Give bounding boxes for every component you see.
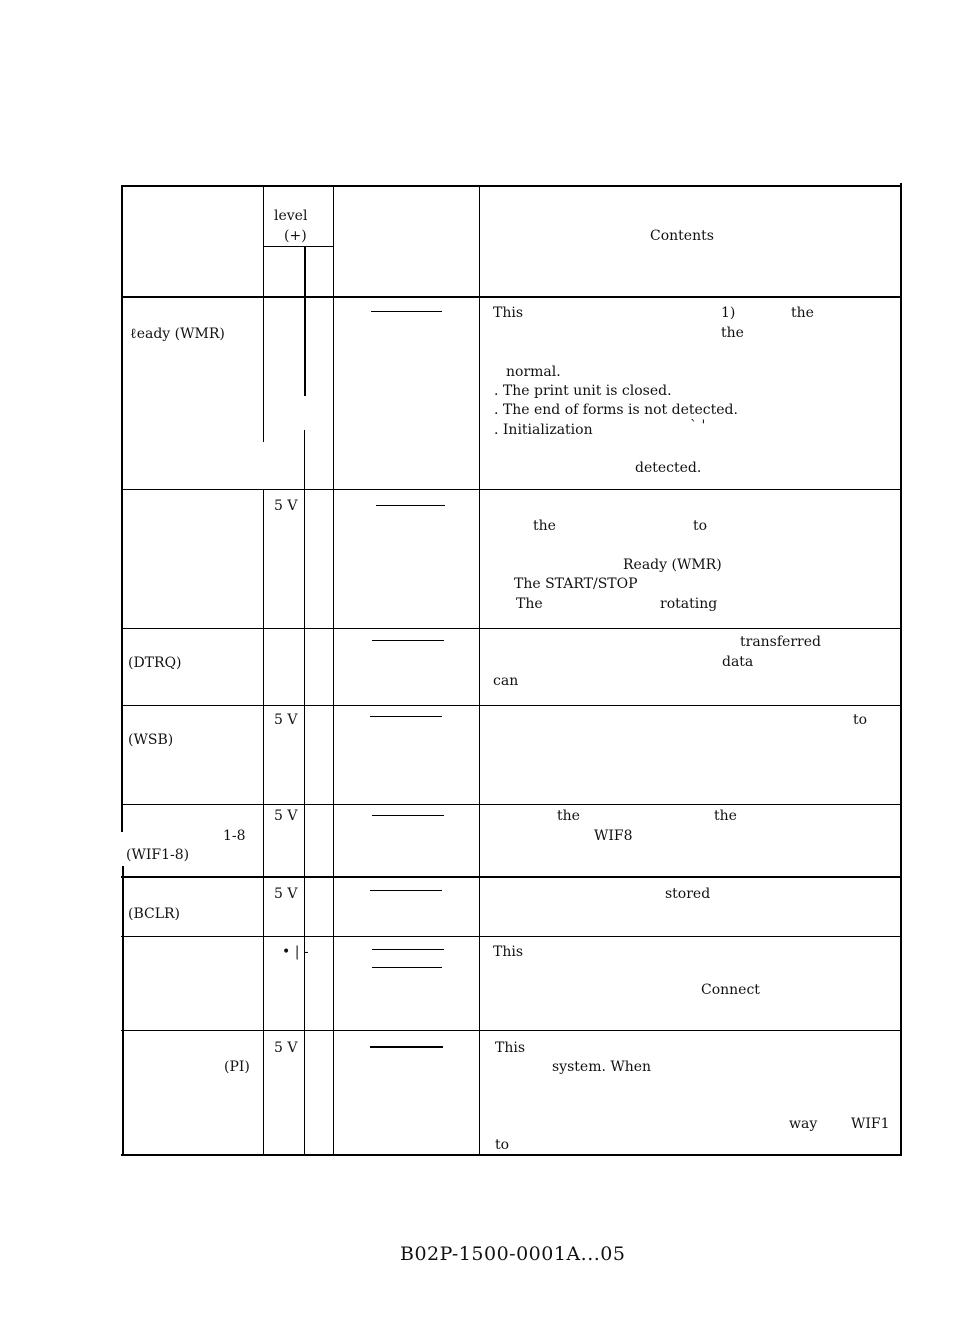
signal-level: 5 V <box>274 1040 298 1056</box>
row-divider <box>121 705 902 706</box>
table-left-border <box>122 866 124 1156</box>
contents-text: stored <box>665 886 711 902</box>
signal-name: (BCLR) <box>128 906 181 922</box>
row-divider <box>121 936 902 937</box>
contents-header: Contents <box>650 228 714 244</box>
contents-text: ` ' <box>690 418 706 434</box>
level-header: level <box>274 208 308 224</box>
signal-line-mark <box>370 890 442 891</box>
contents-text: the <box>721 325 744 341</box>
signal-level: 5 V <box>274 886 298 902</box>
row-divider <box>121 489 902 490</box>
signal-line-mark <box>370 716 442 717</box>
column-divider <box>263 185 264 442</box>
document-number: B02P-1500-0001A...05 <box>400 1243 626 1265</box>
contents-text: to <box>693 518 708 534</box>
signal-name: 1-8 <box>223 828 246 844</box>
contents-text: The START/STOP <box>514 576 638 592</box>
column-divider <box>263 489 264 1156</box>
signal-level: 5 V <box>274 808 298 824</box>
contents-text: the <box>557 808 580 824</box>
signal-name: (DTRQ) <box>128 655 182 671</box>
column-divider <box>333 185 334 1156</box>
contents-text: to <box>495 1137 510 1153</box>
contents-text: . Initialization <box>494 422 593 438</box>
contents-text: to <box>853 712 868 728</box>
contents-text: detected. <box>635 460 702 476</box>
contents-text: can <box>493 673 519 689</box>
level-subcolumn-divider <box>304 246 306 396</box>
table-top-border <box>121 185 902 187</box>
level-sign-header: (+) <box>284 228 307 244</box>
contents-text: The <box>516 596 543 612</box>
row-divider <box>121 804 902 805</box>
signal-line-mark <box>370 1046 443 1048</box>
contents-text: data <box>722 654 754 670</box>
row-divider <box>121 876 902 878</box>
signal-name: (WSB) <box>128 732 174 748</box>
signal-line-mark <box>372 949 444 950</box>
signal-name: (WIF1-8) <box>126 847 190 863</box>
level-subheader-line <box>263 246 334 247</box>
contents-text: Ready (WMR) <box>623 557 722 573</box>
signal-name: ℓeady (WMR) <box>130 326 225 342</box>
contents-text: normal. <box>506 364 561 380</box>
signal-line-mark <box>376 505 445 506</box>
signal-level: • | - <box>282 944 309 960</box>
signal-level: 5 V <box>274 498 298 514</box>
table-right-border <box>900 183 902 1156</box>
signal-level: 5 V <box>274 712 298 728</box>
contents-text: Connect <box>701 982 760 998</box>
contents-text: the <box>714 808 737 824</box>
contents-text: . The print unit is closed. <box>494 383 672 399</box>
signal-name: (PI) <box>224 1059 250 1075</box>
contents-text: transferred <box>740 634 821 650</box>
signal-line-mark <box>372 967 442 968</box>
contents-text: . The end of forms is not detected. <box>494 402 738 418</box>
contents-text: WIF1 <box>851 1116 890 1132</box>
contents-text: WIF8 <box>594 828 633 844</box>
signal-line-mark <box>372 815 444 816</box>
signal-line-mark <box>372 640 444 641</box>
table-left-border <box>121 185 123 832</box>
contents-text: system. When <box>552 1059 652 1075</box>
row-divider <box>121 628 902 629</box>
table-bottom-border <box>121 1154 902 1156</box>
contents-text: This <box>493 305 524 321</box>
contents-text: 1) <box>721 305 736 321</box>
contents-text: the <box>533 518 556 534</box>
contents-text: rotating <box>660 596 718 612</box>
contents-text: way <box>789 1116 818 1132</box>
row-divider <box>121 1030 902 1031</box>
signal-line-mark <box>371 311 442 312</box>
contents-text: the <box>791 305 814 321</box>
contents-text: This <box>495 1040 526 1056</box>
header-bottom-border <box>121 296 902 298</box>
contents-text: This <box>493 944 524 960</box>
level-subcolumn-divider <box>304 430 305 1156</box>
column-divider <box>479 185 480 1156</box>
